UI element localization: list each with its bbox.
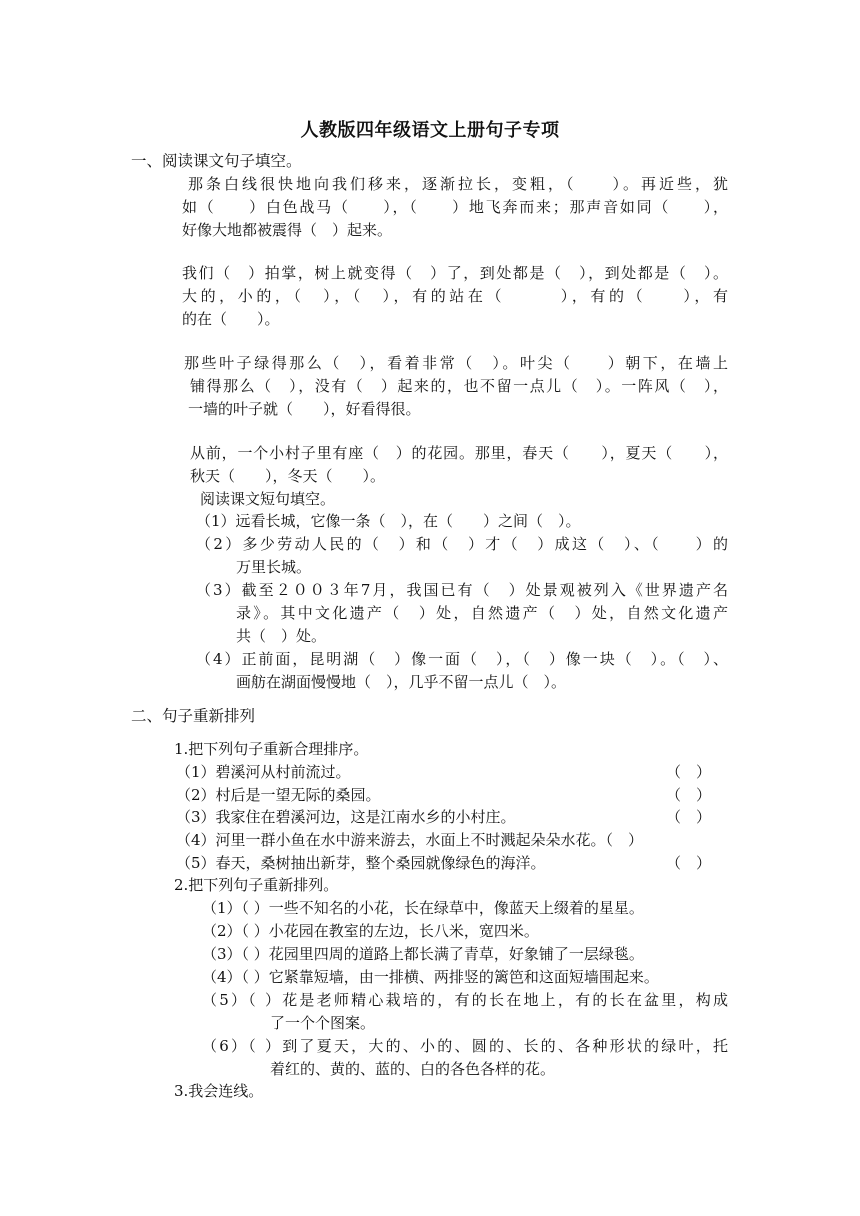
para-3-line-1: 那些叶子绿得那么（ ），看着非常（ ）。叶尖（ ）朝下，在墙上 bbox=[184, 354, 728, 372]
para-2-line-2: 大的，小的，（ ），（ ），有的站在（ ），有的（ ），有 bbox=[182, 287, 728, 305]
section-2-heading: 二、句子重新排列 bbox=[131, 707, 256, 725]
fill-item-3-line-3: 共（ ）处。 bbox=[236, 627, 327, 645]
fill-item-2-line-2: 万里长城。 bbox=[236, 558, 312, 576]
q1-item-5: （5）春天，桑树抽出新芽，整个桑园就像绿色的海洋。 bbox=[176, 854, 546, 872]
para-4-line-1: 从前，一个小村子里有座（ ）的花园。那里，春天（ ），夏天（ ）， bbox=[190, 444, 728, 462]
q1-item-4: （4）河里一群小鱼在水中游来游去，水面上不时溅起朵朵水花。（ ） bbox=[176, 831, 644, 849]
para-1-line-2: 如（ ）白色战马（ ），（ ）地飞奔而来；那声音如同（ ）， bbox=[182, 198, 728, 216]
q2-item-5-line-2: 了一个个图案。 bbox=[270, 1014, 376, 1032]
q1-item-2: （2）村后是一望无际的桑园。 bbox=[176, 786, 381, 804]
q1-prompt: 1.把下列句子重新合理排序。 bbox=[174, 740, 369, 758]
q1-item-1: （1）碧溪河从村前流过。 bbox=[176, 763, 351, 781]
q2-item-3: （3）（ ）花园里四周的道路上都长满了青草，好象铺了一层绿毯。 bbox=[202, 945, 644, 963]
para-2-line-1: 我们（ ）拍掌，树上就变得（ ）了，到处都是（ ），到处都是（ ）。 bbox=[182, 264, 728, 282]
para-3-line-2: 铺得那么（ ），没有（ ）起来的，也不留一点儿（ ）。一阵风（ ）， bbox=[190, 377, 728, 395]
section-1-heading: 一、阅读课文句子填空。 bbox=[131, 152, 302, 170]
q2-item-4: （4）（ ）它紧靠短墙，由一排横、两排竖的篱笆和这面短墙围起来。 bbox=[202, 968, 659, 986]
q2-item-6-line-2: 着红的、黄的、蓝的、白的各色各样的花。 bbox=[270, 1060, 556, 1078]
fill-item-4-line-2: 画舫在湖面慢慢地（ ），几乎不留一点儿（ ）。 bbox=[236, 673, 567, 691]
q1-item-3-answer-bracket[interactable]: （ ） bbox=[666, 808, 712, 826]
para-2-line-3: 的在（ ）。 bbox=[182, 310, 280, 328]
q1-item-3: （3）我家住在碧溪河边，这是江南水乡的小村庄。 bbox=[176, 808, 516, 826]
q1-item-5-answer-bracket[interactable]: （ ） bbox=[666, 854, 712, 872]
q2-item-1: （1）（ ）一些不知名的小花，长在绿草中，像蓝天上缀着的星星。 bbox=[202, 899, 644, 917]
fill-item-3-line-1: （3）截至２００３年7月，我国已有（ ）处景观被列入《世界遗产名 bbox=[196, 581, 728, 599]
para-4-line-2: 秋天（ ），冬天（ ）。 bbox=[190, 467, 386, 485]
q3-prompt: 3.我会连线。 bbox=[174, 1082, 264, 1100]
q2-item-2: （2）（ ）小花园在教室的左边，长八米，宽四米。 bbox=[202, 922, 539, 940]
fill-item-3-line-2: 录》。其中文化遗产（ ）处，自然遗产（ ）处，自然文化遗产 bbox=[236, 604, 728, 622]
sub-heading: 阅读课文短句填空。 bbox=[200, 490, 336, 508]
para-3-line-3: 一墙的叶子就（ ），好看得很。 bbox=[188, 400, 421, 418]
para-1-line-3: 好像大地都被震得（ ）起来。 bbox=[182, 221, 393, 239]
q1-item-2-answer-bracket[interactable]: （ ） bbox=[666, 786, 712, 804]
q1-item-1-answer-bracket[interactable]: （ ） bbox=[666, 763, 712, 781]
fill-item-1-line-1: （1）远看长城，它像一条（ ），在（ ）之间（ ）。 bbox=[196, 512, 581, 530]
fill-item-2-line-1: （2）多少劳动人民的（ ）和（ ）才（ ）成这（ ）、（ ）的 bbox=[196, 535, 728, 553]
para-1-line-1: 那条白线很快地向我们移来，逐渐拉长，变粗，（ ）。再近些，犹 bbox=[188, 175, 728, 193]
page-title: 人教版四年级语文上册句子专项 bbox=[300, 120, 560, 141]
q2-prompt: 2.把下列句子重新排列。 bbox=[174, 876, 339, 894]
fill-item-4-line-1: （4）正前面，昆明湖（ ）像一面（ ），（ ）像一块（ ）。（ ）、 bbox=[196, 650, 728, 668]
q2-item-5-line-1: （5）（ ）花是老师精心栽培的，有的长在地上，有的长在盆里，构成 bbox=[202, 991, 728, 1009]
q2-item-6-line-1: （6）（ ）到了夏天，大的、小的、圆的、长的、各种形状的绿叶，托 bbox=[202, 1037, 728, 1055]
